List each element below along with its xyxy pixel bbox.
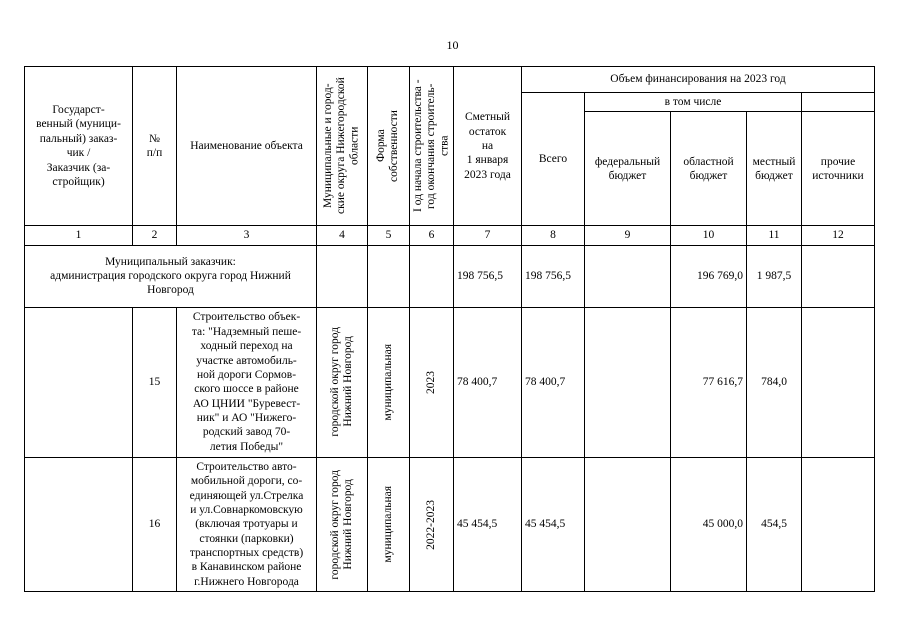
- row-other: [802, 457, 875, 591]
- table-row: [25, 457, 875, 591]
- header-estimated-balance: Сметный остаток на 1 января 2023 года: [454, 67, 522, 226]
- row-years-cell: [410, 457, 454, 591]
- row-total: 45 454,5: [522, 457, 585, 591]
- summary-empty: [410, 245, 454, 307]
- row-ownership: муниципальная: [381, 486, 394, 563]
- summary-regional: 196 769,0: [671, 245, 747, 307]
- header-object-name: Наименование объекта: [177, 67, 317, 226]
- header-financing-volume: Объем финансирования на 2023 год: [522, 67, 875, 93]
- header-local: местный бюджет: [747, 112, 802, 226]
- row-estimated-balance: 78 400,7: [454, 307, 522, 457]
- header-municipality-cell: [317, 67, 368, 226]
- row-years: 2023: [424, 370, 437, 394]
- summary-row: [25, 245, 875, 307]
- row-estimated-balance: 45 454,5: [454, 457, 522, 591]
- row-object-name: Строительство авто- мобильной дороги, со- единяющей ул.Стрелка и ул.Совнаркомовскую (включая тротуары и стоянки (парковки) транспортных средств) в Канавинском районе г.Нижнего Новгорода: [177, 457, 317, 591]
- row-ownership-cell: [368, 457, 410, 591]
- column-number: 3: [177, 226, 317, 245]
- header-ownership: Форма собственности: [375, 110, 401, 183]
- row-federal: [585, 307, 671, 457]
- column-number: 8: [522, 226, 585, 245]
- row-local: 784,0: [747, 307, 802, 457]
- row-object-name: Строительство объек- та: "Надземный пеше- ходный переход на участке автомобиль- ной дороги Сормов- ского шоссе в районе АО ЦНИИ "Буревест- ник" и АО "Нижего- родский завод 70- летия Победы": [177, 307, 317, 457]
- row-municipality: городской округ город Нижний Новгород: [328, 327, 354, 438]
- column-number-row: [25, 226, 875, 245]
- column-number: 2: [133, 226, 177, 245]
- summary-federal: [585, 245, 671, 307]
- header-total: Всего: [522, 93, 585, 226]
- column-number: 4: [317, 226, 368, 245]
- header-number: № п/п: [133, 67, 177, 226]
- column-number: 12: [802, 226, 875, 245]
- row-municipality-cell: [317, 307, 368, 457]
- row-number: 15: [133, 307, 177, 457]
- row-years: 2022-2023: [424, 499, 437, 550]
- row-customer: [25, 457, 133, 591]
- column-number: 10: [671, 226, 747, 245]
- header-empty: [802, 93, 875, 112]
- column-number: 9: [585, 226, 671, 245]
- column-number: 5: [368, 226, 410, 245]
- row-number: 16: [133, 457, 177, 591]
- summary-local: 1 987,5: [747, 245, 802, 307]
- summary-other: [802, 245, 875, 307]
- row-other: [802, 307, 875, 457]
- column-number: 7: [454, 226, 522, 245]
- row-ownership: муниципальная: [381, 343, 394, 421]
- row-federal: [585, 457, 671, 591]
- column-number: 1: [25, 226, 133, 245]
- header-municipality: Муниципальные и город- ские округа Нижегородской области: [322, 77, 361, 215]
- column-number: 11: [747, 226, 802, 245]
- summary-total: 198 756,5: [522, 245, 585, 307]
- summary-empty: [368, 245, 410, 307]
- header-years-cell: [410, 67, 454, 226]
- row-municipality: городской округ город Нижний Новгород: [328, 469, 354, 580]
- header-regional: областной бюджет: [671, 112, 747, 226]
- row-local: 454,5: [747, 457, 802, 591]
- table-row: [25, 307, 875, 457]
- row-years-cell: [410, 307, 454, 457]
- summary-customer-label: Муниципальный заказчик: администрация городского округа город Нижний Новгород: [25, 245, 317, 307]
- financing-table: [24, 66, 875, 592]
- header-other: прочие источники: [802, 112, 875, 226]
- row-regional: 45 000,0: [671, 457, 747, 591]
- column-number: 6: [410, 226, 454, 245]
- header-customer: Государст- венный (муници- пальный) заказ- чик / Заказчик (за- стройщик): [25, 67, 133, 226]
- row-customer: [25, 307, 133, 457]
- row-total: 78 400,7: [522, 307, 585, 457]
- header-ownership-cell: [368, 67, 410, 226]
- header-row-1: [25, 67, 875, 93]
- header-years: I од начала строительства - год окончания строитель- ства: [411, 79, 451, 213]
- summary-estimated-balance: 198 756,5: [454, 245, 522, 307]
- row-ownership-cell: [368, 307, 410, 457]
- row-regional: 77 616,7: [671, 307, 747, 457]
- header-including: в том числе: [585, 93, 802, 112]
- page-number: 10: [446, 38, 459, 52]
- row-municipality-cell: [317, 457, 368, 591]
- header-federal: федеральный бюджет: [585, 112, 671, 226]
- summary-empty: [317, 245, 368, 307]
